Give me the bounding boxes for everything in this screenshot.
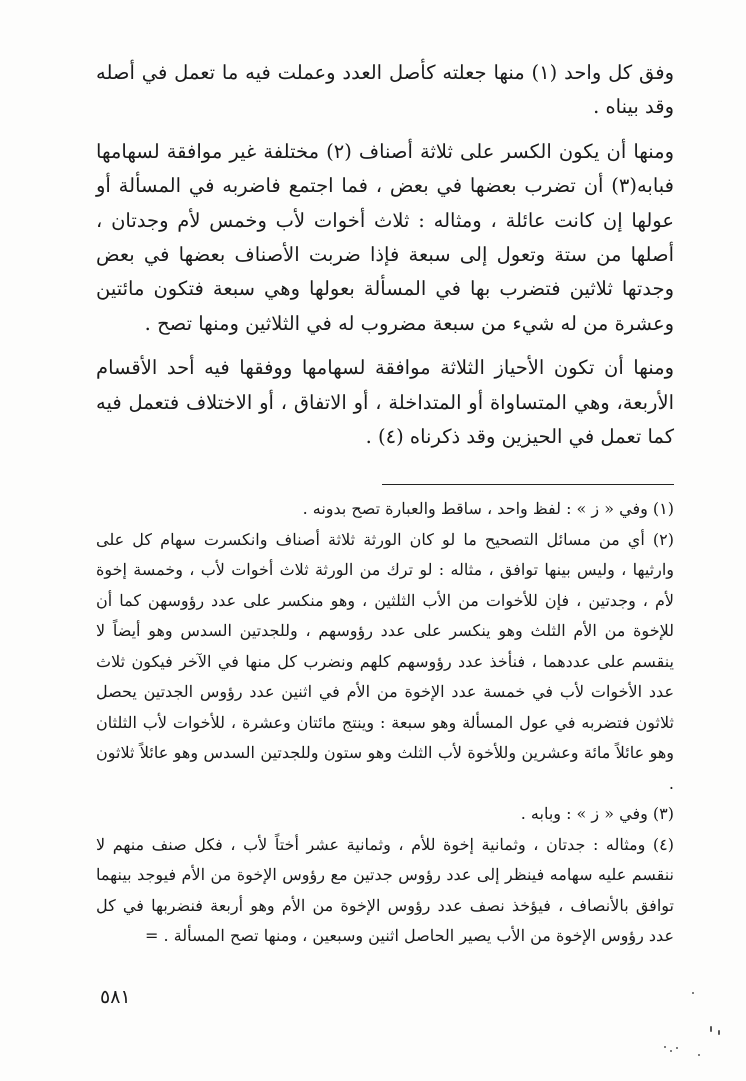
body-paragraph: وفق كل واحد (١) منها جعلته كأصل العدد وعملت فيه ما تعمل في أصله وقد بيناه . — [96, 61, 674, 119]
footnote-separator — [382, 484, 674, 485]
scan-noise — [640, 990, 730, 1060]
footnote: (٤) ومثاله : جدتان ، وثمانية إخوة للأم ، وثمانية عشر أختاً لأب ، فكل صنف منهم لا ننقسم عليه سهامه فينظر إلى عدد رؤوس جدتين مع رؤوس الإخوة من الأم فيوجد بينهما توافق بالأنصاف ، فيؤخذ نصف عدد رؤوس الإخوة من الأم وهو أربعة فنضربها في كل عدد رؤوس الإخوة من الأب يصير الحاصل اثنين وسبعين ، ومنها تصح المسألة . = — [96, 834, 674, 945]
footnotes-block — [96, 494, 674, 952]
page-number: ٥٨١ — [100, 986, 131, 1008]
footnote: (١) وفي « ز » : لفظ واحد ، ساقط والعبارة تصح بدونه . — [302, 499, 674, 518]
main-text-block — [96, 56, 674, 454]
footnote: (٣) وفي « ز » : وبابه . — [520, 804, 674, 823]
body-paragraph: ومنها أن تكون الأحياز الثلاثة موافقة لسهامها ووفقها فيه أحد الأقسام الأربعة، وهي المتساواة أو المتداخلة ، أو الاتفاق ، أو الاختلاف فتعمل فيه كما تعمل في الحيزين وقد ذكرناه (٤) . — [96, 356, 674, 449]
footnote: (٢) أي من مسائل التصحيح ما لو كان الورثة ثلاثة أصناف وانكسرت سهام كل على وارثيها ، وليس بينها توافق ، مثاله : لو ترك من الورثة ثلاث أخوات لأب ، وخمسة إخوة لأم ، وجدتين ، فإن للأخوات من الأب الثلثين ، وهو منكسر على عدد رؤوسهن كما أن للإخوة من الأم الثلث وهو ينكسر على عدد رؤوسهم ، وللجدتين السدس وهو أيضاً لا ينقسم على عددهما ، فنأخذ عدد رؤوسهم كلهم ونضرب كل منها في الآخر فيكون ثلاث عدد الأخوات لأب في خمسة عدد الإخوة من الأم في اثنين عدد رؤوس الجدتين يحصل ثلاثون فتضربه في عول المسألة وهو سبعة : وينتج مائتان وعشرة ، للأخوات لأب الثلثان وهو عائلاً مائة وعشرين وللأخوة لأب الثلث وهو ستون وللجدتين السدس وهو عائلاً ثلاثون . — [96, 529, 675, 793]
body-paragraph: ومنها أن يكون الكسر على ثلاثة أصناف (٢) مختلفة غير موافقة لسهامها فبابه(٣) أن تضرب بعضها في بعض ، فما اجتمع فاضربه في المسألة أو عولها إن كانت عائلة ، ومثاله : ثلاث أخوات لأب وخمس لأم وجدتان ، أصلها من ستة وتعول إلى سبعة فإذا ضربت الأصناف بعضها في بعض وجدتها ثلاثين فتضرب بها في المسألة بعولها وهي سبعة فتكون مائتين وعشرة من له شيء من سبعة مضروب له في الثلاثين ومنها تصح . — [96, 139, 675, 335]
